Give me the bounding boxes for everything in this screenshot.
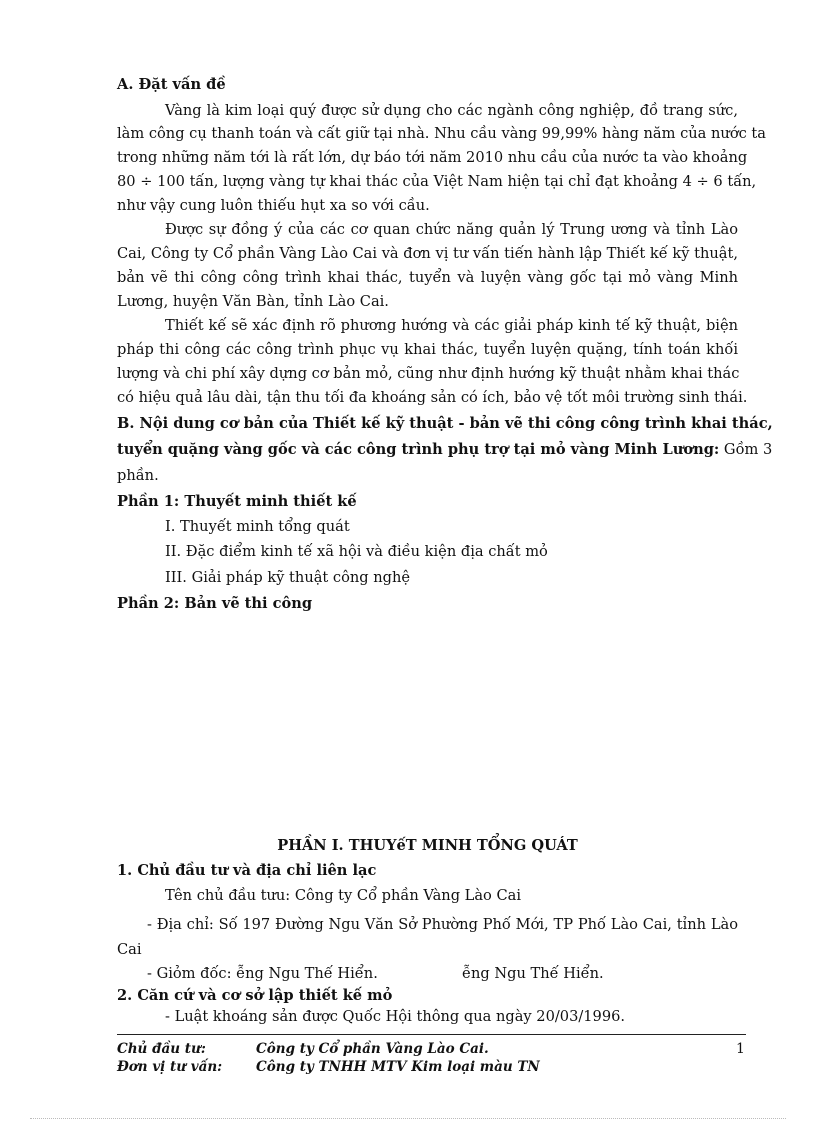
section-a-heading: A. Đặt vấn đề [117,76,226,93]
para2-line2: Cai, Công ty Cổ phần Vàng Lào Cai và đơn vị tư vấn tiến hành lập Thiết kế kỹ thuật, [117,245,738,262]
page-bottom-edge [30,1118,786,1119]
para3-line2: pháp thi công các công trình phục vụ khai thác, tuyển luyện quặng, tính toán khối [117,341,738,358]
chapter-title: PHẦN I. THUYếT MINH TỔNG QUÁT [277,837,578,854]
law-line: - Luật khoáng sản được Quốc Hội thông qua ngày 20/03/1996. [165,1008,626,1025]
part1-item-2: II. Đặc điểm kinh tế xã hội và điều kiện địa chất mỏ [165,543,548,560]
address-line1: - Địa chỉ: Số 197 Đường Ngu Văn Sở Phường Phố Mới, TP Phố Lào Cai, tỉnh Lào [147,916,738,933]
part1-item-3: III. Giải pháp kỹ thuật công nghệ [165,569,411,586]
para2-line1: Được sự đồng ý của các cơ quan chức năng quản lý Trung ương và tỉnh Lào [165,221,738,238]
part2-heading: Phần 2: Bản vẽ thi công [117,595,313,612]
para3-line4: có hiệu quả lâu dài, tận thu tối đa khoáng sản có ích, bảo vệ tốt môi trường sinh thái. [117,389,748,406]
para1-line3: trong những năm tới là rất lớn, dự báo tới năm 2010 nhu cầu của nước ta vào khoảng [117,149,748,166]
para3-line3: lượng và chi phí xây dựng cơ bản mỏ, cũng như định hướng kỹ thuật nhằm khai thác [117,365,740,382]
address-line2: Cai [117,941,142,958]
para1-line4: 80 ÷ 100 tấn, lượng vàng tự khai thác của Việt Nam hiện tại chỉ đạt khoảng 4 ÷ 6 tấn, [117,173,757,190]
para1-line1: Vàng là kim loại quý được sử dụng cho các ngành công nghiệp, đồ trang sức, [165,102,738,119]
para3-line1: Thiết kế sẽ xác định rõ phương hướng và các giải pháp kinh tế kỹ thuật, biện [165,317,738,334]
section-b-line1: B. Nội dung cơ bản của Thiết kế kỹ thuật - bản vẽ thi công công trình khai thác, [117,415,773,432]
footer-owner-label: Chủ đầu tư: [117,1041,206,1057]
owner-line: Tên chủ đầu tưu: Công ty Cổ phần Vàng Lào Cai [165,887,522,904]
director-repeat: ễng Ngu Thế Hiển. [462,965,604,982]
section-1-heading: 1. Chủ đầu tư và địa chỉ liên lạc [117,862,377,879]
para2-line4: Lương, huyện Văn Bàn, tỉnh Lào Cai. [117,293,389,310]
footer-consultant-value: Công ty TNHH MTV Kim loại màu TN [256,1059,540,1075]
para1-line5: như vậy cung luôn thiếu hụt xa so với cầu. [117,197,430,214]
section-b-line3: phần. [117,467,159,484]
director-line: - Giỏm đốc: ễng Ngu Thế Hiển. [147,965,378,982]
footer-owner-value: Công ty Cổ phần Vàng Lào Cai. [256,1041,489,1057]
section-b-line2 [117,438,773,462]
part1-heading: Phần 1: Thuyết minh thiết kế [117,493,357,510]
footer-divider [117,1034,746,1035]
part1-item-1: I. Thuyết minh tổng quát [165,518,350,535]
section-2-heading: 2. Căn cứ và cơ sở lập thiết kế mỏ [117,987,393,1004]
page-number: 1 [736,1041,745,1057]
section-b-line2-bold: tuyển quặng vàng gốc và các công trình phụ trợ tại mỏ vàng Minh Lương: [117,441,720,458]
para2-line3: bản vẽ thi công công trình khai thác, tuyển và luyện vàng gốc tại mỏ vàng Minh [117,269,738,286]
para1-line2: làm công cụ thanh toán và cất giữ tại nhà. Nhu cầu vàng 99,99% hàng năm của nước ta [117,125,766,142]
section-b-line2-rest: Gồm 3 [719,441,773,458]
footer-consultant-label: Đơn vị tư vấn: [117,1059,223,1075]
